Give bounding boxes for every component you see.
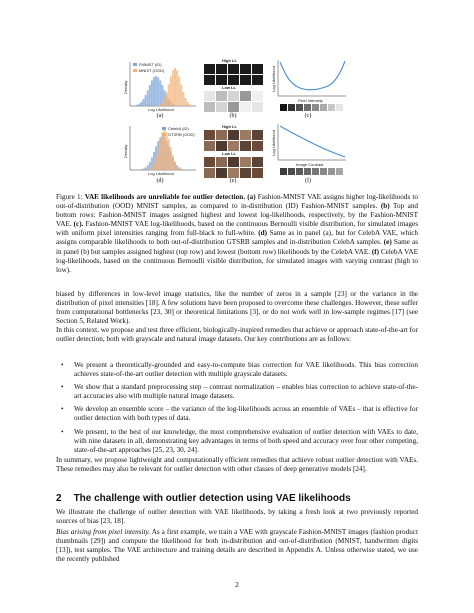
histogram-bar bbox=[172, 70, 174, 106]
panel-e-bottom-label: Low LL bbox=[222, 151, 236, 156]
figure-caption bbox=[56, 193, 418, 275]
section-heading bbox=[56, 493, 351, 504]
caption-panel-ref: (c). bbox=[71, 220, 84, 229]
histogram-bar bbox=[155, 155, 157, 170]
caption-text: Fashion-MNIST VAE assigns higher log-likelihoods to out-of-distribution (OOD) MNIST samples, as compared to in-distribution (ID) Fashion-MNIST samples. bbox=[56, 193, 419, 211]
sample-swatch bbox=[320, 168, 327, 175]
thumbnail bbox=[204, 102, 215, 112]
histogram-bar bbox=[161, 102, 163, 106]
body-paragraph-1 bbox=[56, 290, 418, 326]
caption-bold: VAE likelihoods are unreliable for outlier detection. bbox=[84, 193, 246, 201]
thumbnail bbox=[252, 91, 263, 101]
histogram-bar bbox=[157, 147, 159, 170]
thumbnail bbox=[252, 168, 263, 178]
body-paragraph-4 bbox=[56, 508, 418, 526]
legend-d-2: GTSRB (OOD) bbox=[168, 132, 195, 137]
thumbnail bbox=[216, 75, 227, 85]
section-number: 2 bbox=[56, 493, 62, 504]
histogram-bar bbox=[151, 80, 153, 106]
histogram-bar bbox=[149, 168, 151, 170]
histogram-bar bbox=[155, 76, 157, 106]
sample-swatch bbox=[304, 168, 311, 175]
thumbnail bbox=[252, 75, 263, 85]
histogram-bar bbox=[172, 155, 174, 170]
histogram-bar bbox=[151, 166, 153, 170]
legend-a-1: FMNIST (ID) bbox=[139, 62, 162, 67]
thumbnail bbox=[204, 64, 215, 74]
thumbnail bbox=[216, 91, 227, 101]
ylabel-a: Density bbox=[123, 80, 128, 94]
caption-panel-ref: (e) bbox=[381, 238, 392, 247]
sample-swatch bbox=[328, 104, 335, 111]
caption-panel-ref: (d) bbox=[255, 229, 268, 238]
histogram-bar bbox=[143, 169, 145, 170]
page-number: 2 bbox=[235, 580, 239, 589]
panel-c-label: (c) bbox=[304, 113, 312, 119]
pixel-intensity-curve bbox=[280, 61, 345, 90]
panel-b-bottom-label: Low LL bbox=[222, 85, 236, 90]
histogram-bar bbox=[161, 132, 163, 170]
histogram-bar bbox=[145, 95, 147, 106]
list-item: • We present, to the best of our knowledge, the most comprehensive evaluation of outlier detection with VAEs to date, with nine datasets in all, demonstrating key advantages in terms of both speed and accuracy over four other competing, state-of-the-art approaches [25, 23, 30, 24]. bbox=[61, 427, 418, 454]
sample-swatch bbox=[280, 168, 287, 175]
histogram-bar bbox=[166, 132, 168, 170]
histogram-bar bbox=[140, 102, 142, 106]
contrast-curve bbox=[280, 126, 345, 157]
paragraph: In summary, we propose lightweight and computationally efficient remedies that achieve robust outlier detection with VAEs. These remedies may also be relevant for outlier detection with other classes of deep generative models [24]. bbox=[56, 456, 418, 474]
caption-prefix: Figure 1: bbox=[56, 193, 85, 201]
paragraph: Bias arising from pixel intensity. As a first example, we train a VAE with grayscale Fashion-MNIST images (fashion product thumbnails [29]) and compute the likelihood for both in-distribution and out-of-distribution (MNIST, handwritten digits [13]), test samples. The VAE architecture and training details are described in Appendix A. Unless otherwise stated, we use the recently published bbox=[56, 528, 418, 564]
panel-c-curve bbox=[268, 58, 348, 114]
histogram-bar bbox=[138, 104, 140, 106]
thumbnail bbox=[228, 91, 239, 101]
ylabel-c: Log Likelihood bbox=[271, 66, 276, 92]
caption-text: CelebA VAE log-likelihoods, based on the continuous Bernoulli visible distribution, for simulated images with varying contrast (high to low). bbox=[56, 247, 418, 274]
thumbnail bbox=[216, 168, 227, 178]
histogram-bar bbox=[176, 70, 178, 106]
caption-text: Fashion-MNIST VAE log-likelihoods, based on the continuous Bernoulli visible distribution, for simulated images with uniform pixel intensities ranging from full-black to full-white. bbox=[56, 220, 418, 238]
thumbnail bbox=[252, 141, 263, 151]
panel-e-image-grid bbox=[200, 124, 266, 178]
thumbnail bbox=[228, 102, 239, 112]
sample-swatch bbox=[328, 168, 335, 175]
thumbnail bbox=[204, 75, 215, 85]
thumbnail bbox=[228, 157, 239, 167]
panel-e-top-label: High LL bbox=[222, 124, 237, 129]
histogram-bar bbox=[164, 98, 166, 106]
thumbnail bbox=[252, 130, 263, 140]
histogram-bar bbox=[185, 98, 187, 106]
histogram-bar bbox=[153, 162, 155, 170]
body-paragraph-2 bbox=[56, 326, 418, 344]
thumbnail bbox=[228, 75, 239, 85]
histogram-bar bbox=[180, 84, 182, 106]
histogram-bar bbox=[191, 105, 193, 106]
contributions-list bbox=[56, 361, 418, 459]
thumbnail bbox=[216, 130, 227, 140]
thumbnail bbox=[216, 141, 227, 151]
thumbnail bbox=[240, 64, 251, 74]
thumbnail bbox=[228, 168, 239, 178]
thumbnail bbox=[216, 64, 227, 74]
histogram-bar bbox=[176, 166, 178, 170]
histogram-bar bbox=[159, 80, 161, 106]
xlabel-f: Image Contrast bbox=[296, 162, 324, 167]
sample-swatch bbox=[320, 104, 327, 111]
histogram-bar bbox=[174, 68, 176, 106]
panel-f-label: (f) bbox=[305, 178, 311, 184]
panel-a-label: (a) bbox=[156, 113, 164, 119]
histogram-bar bbox=[140, 169, 142, 170]
histogram-bar bbox=[147, 169, 149, 170]
xlabel-a: Log Likelihood bbox=[148, 107, 174, 112]
caption-panel-ref: (f) bbox=[370, 247, 380, 256]
histogram-bar bbox=[145, 167, 147, 170]
legend-d-1: CelebA (ID) bbox=[168, 126, 189, 131]
thumbnail bbox=[252, 64, 263, 74]
histogram-bar bbox=[174, 162, 176, 170]
sample-swatch bbox=[296, 104, 303, 111]
histogram-bar bbox=[170, 76, 172, 106]
xlabel-c: Pixel Intensity bbox=[298, 98, 323, 103]
sample-swatch bbox=[304, 104, 311, 111]
thumbnail bbox=[204, 91, 215, 101]
sample-swatch bbox=[288, 168, 295, 175]
paragraph: In this context, we propose and test three efficient, biologically-inspired remedies that achieve or approach state-of-the-art for outlier detection, both with grayscale and natural image datasets. Our key contributions are as follows: bbox=[56, 326, 418, 344]
panel-b-image-grid bbox=[200, 58, 266, 112]
panel-e-label: (e) bbox=[229, 178, 237, 184]
panel-b-top-label: High LL bbox=[222, 58, 237, 63]
histogram-bar bbox=[182, 92, 184, 106]
figure-1 bbox=[0, 0, 474, 190]
caption-text: Top and bottom rows: Fashion-MNIST images assigned highest and lowest log-likelihoods, respectively, by the Fashion-MNIST VAE. bbox=[56, 202, 419, 229]
histogram-bar bbox=[178, 76, 180, 106]
body-paragraph-3 bbox=[56, 456, 418, 474]
histogram-bar bbox=[134, 105, 136, 106]
sample-swatch bbox=[288, 104, 295, 111]
xlabel-d: Log Likelihood bbox=[148, 171, 174, 176]
histogram-bar bbox=[187, 102, 189, 106]
panel-d-label: (d) bbox=[156, 178, 164, 184]
paragraph: biased by differences in low-level image statistics, like the number of zeros in a sample [23] or the variance in the distribution of pixel intensities [18]. A few solutions have been proposed to overcome these challenges. However, these suffer from computational bottlenecks [23, 30] or theoretical limitations [3], or do not work well in low-sample regimes [17] (see Section 5, Related Work). bbox=[56, 290, 418, 326]
histogram-bar bbox=[147, 90, 149, 106]
histogram-bar bbox=[159, 139, 161, 170]
histogram-bar bbox=[178, 168, 180, 170]
sample-swatch bbox=[336, 168, 343, 175]
thumbnail bbox=[228, 64, 239, 74]
thumbnail bbox=[228, 141, 239, 151]
thumbnail bbox=[240, 91, 251, 101]
thumbnail bbox=[204, 157, 215, 167]
thumbnail bbox=[240, 157, 251, 167]
section-title: The challenge with outlier detection using VAE likelihoods bbox=[73, 493, 351, 504]
caption-panel-ref: (b) bbox=[377, 202, 390, 211]
thumbnail bbox=[240, 141, 251, 151]
caption-text: Same as in panel (b) but samples assigned highest (top row) and lowest (bottom row) likelihoods by the CelebA VAE. bbox=[56, 238, 418, 256]
thumbnail bbox=[240, 102, 251, 112]
thumbnail bbox=[216, 157, 227, 167]
histogram-bar bbox=[168, 84, 170, 106]
panel-f-curve bbox=[268, 122, 348, 178]
caption-panel-ref: (a) bbox=[245, 193, 256, 201]
histogram-bar bbox=[159, 104, 161, 106]
thumbnail bbox=[252, 102, 263, 112]
thumbnail bbox=[216, 102, 227, 112]
list-item: • We present a theoretically-grounded and easy-to-compute bias correction for VAE likelihoods. This bias correction achieves state-of-the-art outlier detection with multiple grayscale datasets. bbox=[61, 361, 418, 379]
histogram-bar bbox=[168, 139, 170, 170]
thumbnail bbox=[204, 141, 215, 151]
histogram-bar bbox=[136, 105, 138, 106]
list-item: • We show that a standard preprocessing step – contrast normalization – enables bias correction to achieve state-of-the-art accuracies also with multiple natural image datasets. bbox=[61, 383, 418, 401]
histogram-bar bbox=[157, 77, 159, 106]
sample-swatch bbox=[280, 104, 287, 111]
ylabel-f: Log Likelihood bbox=[271, 130, 276, 156]
histogram-bar bbox=[157, 105, 159, 106]
thumbnail bbox=[228, 130, 239, 140]
body-paragraph-5 bbox=[56, 528, 418, 564]
list-item: • We develop an ensemble score – the variance of the log-likelihoods across an ensemble of VAEs – that is effective for outlier detection with both types of data. bbox=[61, 405, 418, 423]
sample-swatch bbox=[312, 104, 319, 111]
ylabel-d: Density bbox=[123, 144, 128, 158]
sample-swatch bbox=[336, 104, 343, 111]
caption-text: Same as in panel (a), but for CelebA VAE, which assigns comparable likelihoods to both out-of-distribution GTSRB samples and in-distribution CelebA samples. bbox=[56, 229, 418, 247]
histogram-bar bbox=[170, 147, 172, 170]
legend-a-2: MNIST (OOD) bbox=[139, 68, 165, 73]
thumbnail bbox=[240, 168, 251, 178]
paragraph: We illustrate the challenge of outlier detection with VAE likelihoods, by taking a fresh look at two previously reported sources of bias [23, 18]. bbox=[56, 508, 418, 526]
histogram-bar bbox=[149, 85, 151, 106]
histogram-bar bbox=[166, 92, 168, 106]
panel-a-histogram bbox=[122, 60, 197, 112]
thumbnail bbox=[240, 75, 251, 85]
panel-d-histogram bbox=[122, 124, 197, 176]
histogram-bar bbox=[189, 104, 191, 106]
sample-swatch bbox=[312, 168, 319, 175]
thumbnail bbox=[204, 168, 215, 178]
sample-swatch bbox=[296, 168, 303, 175]
histogram-bar bbox=[180, 169, 182, 170]
thumbnail bbox=[204, 130, 215, 140]
histogram-bar bbox=[153, 77, 155, 106]
histogram-bar bbox=[143, 99, 145, 106]
panel-b-label: (b) bbox=[229, 113, 237, 119]
thumbnail bbox=[252, 157, 263, 167]
thumbnail bbox=[240, 130, 251, 140]
